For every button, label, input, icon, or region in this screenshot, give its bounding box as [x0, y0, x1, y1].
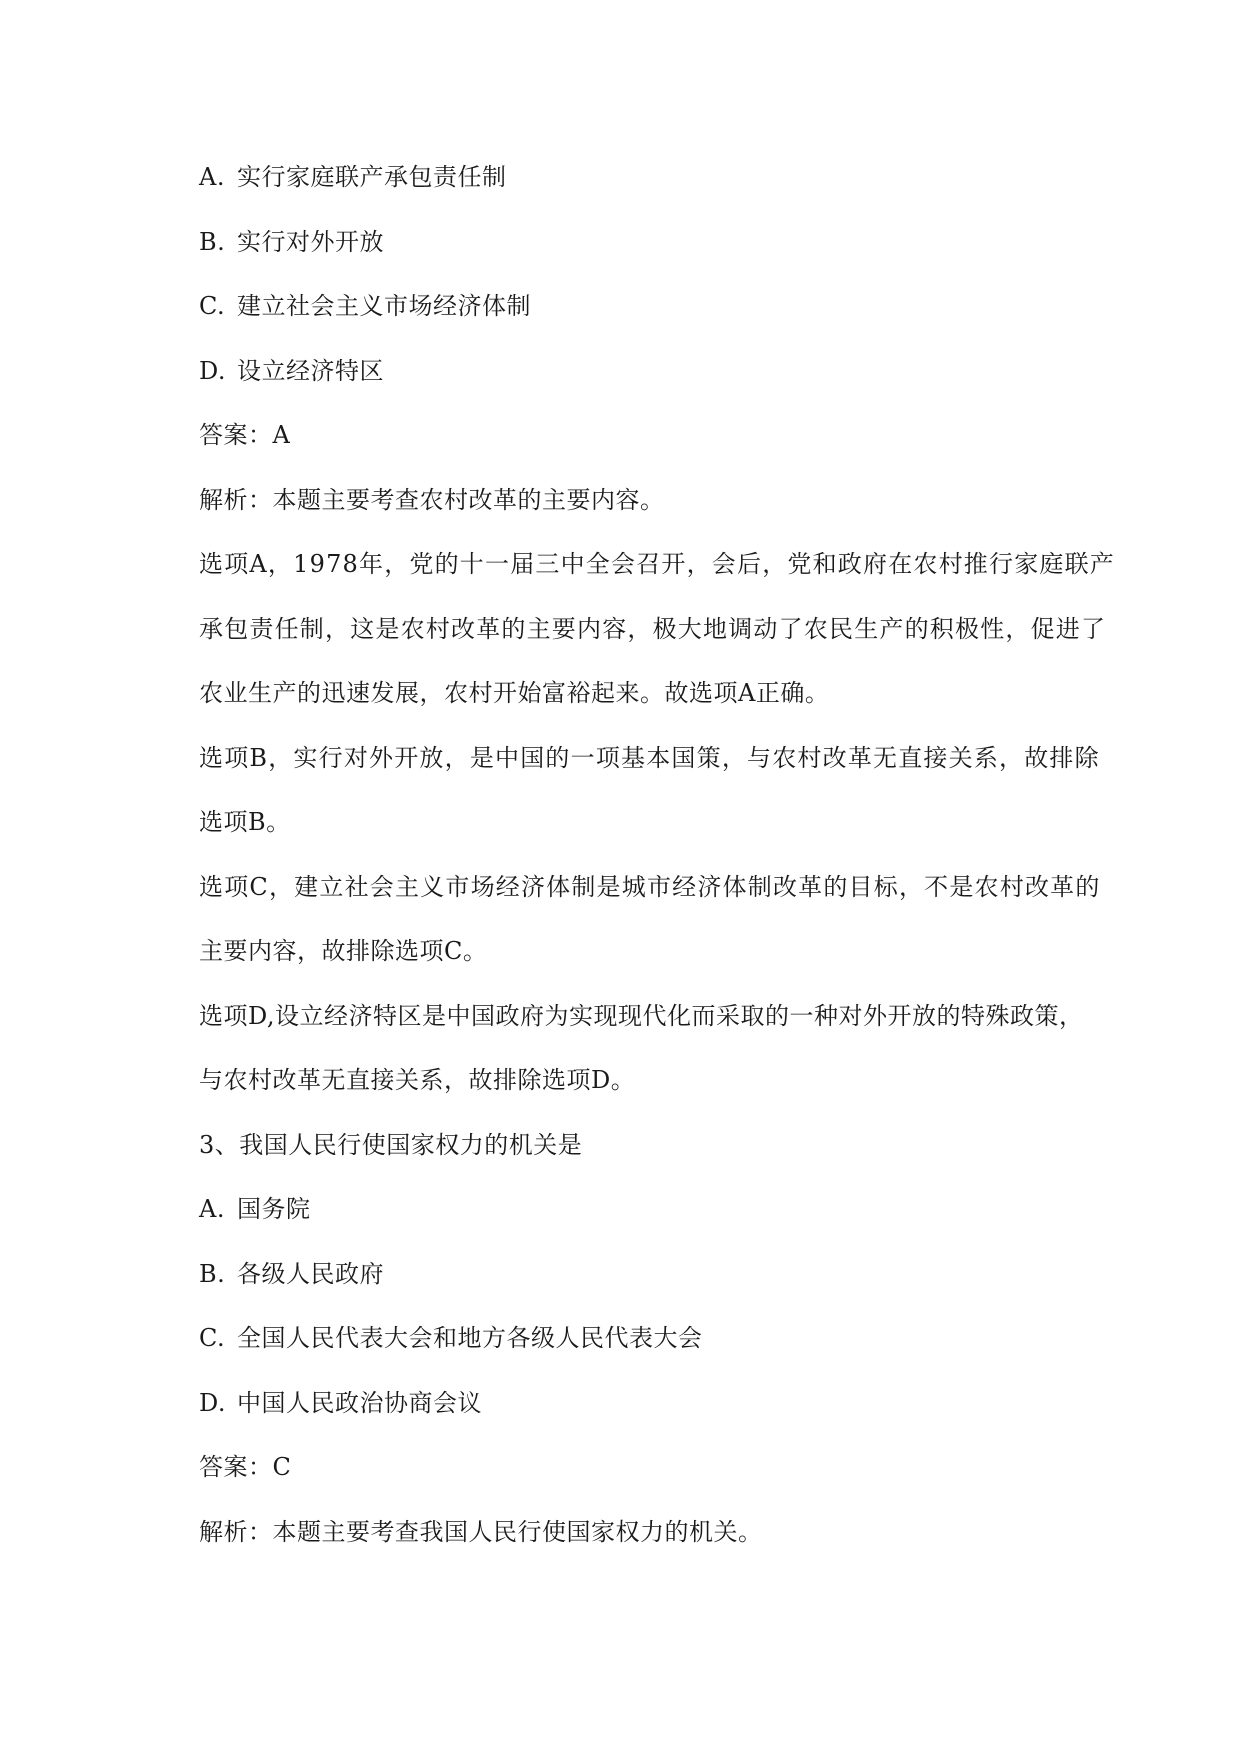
option-letter: B. [199, 1259, 226, 1288]
option-text: 实行家庭联产承包责任制 [237, 163, 507, 191]
q3-option-a [199, 1177, 1079, 1242]
option-text: 实行对外开放 [237, 227, 384, 256]
q2-option-d [199, 339, 1079, 404]
q2-explain-a-line-3: 农业生产的迅速发展，农村开始富裕起来。故选项A正确。 [199, 679, 830, 707]
q2-option-b [199, 210, 1079, 275]
option-text: 建立社会主义市场经济体制 [237, 292, 531, 320]
option-letter: D. [199, 1388, 227, 1417]
option-letter: D. [199, 356, 227, 385]
option-text: 各级人民政府 [237, 1259, 384, 1288]
option-text: 全国人民代表大会和地方各级人民代表大会 [237, 1324, 703, 1352]
q3-option-d [199, 1371, 1079, 1436]
q2-option-a [199, 145, 1079, 210]
q3-option-b [199, 1242, 1079, 1307]
q3-analysis-intro: 解析：本题主要考查我国人民行使国家权力的机关。 [199, 1517, 763, 1546]
q2-explain-c-line-1: 选项C，建立社会主义市场经济体制是城市经济体制改革的目标，不是农村改革的 [199, 872, 1101, 901]
q3-question: 3、我国人民行使国家权力的机关是 [199, 1130, 583, 1159]
q2-explain-a-line-1: 选项A，1978年，党的十一届三中全会召开，会后，党和政府在农村推行家庭联产 [199, 550, 1116, 578]
q2-analysis-intro: 解析：本题主要考查农村改革的主要内容。 [199, 485, 665, 514]
option-text: 国务院 [237, 1195, 311, 1223]
q2-answer: 答案：A [199, 421, 291, 449]
q2-option-c [199, 274, 1079, 339]
q3-option-c [199, 1306, 1079, 1371]
option-letter: A. [199, 163, 225, 191]
option-letter: C. [199, 292, 226, 320]
q2-explain-b-line-2: 选项B。 [199, 808, 291, 836]
document-body [199, 145, 1116, 1564]
q2-explain-d-line-1: 选项D,设立经济特区是中国政府为实现现代化而采取的一种对外开放的特殊政策， [199, 1001, 1084, 1030]
option-text: 设立经济特区 [237, 356, 384, 385]
q3-answer: 答案：C [199, 1453, 292, 1481]
option-text: 中国人民政治协商会议 [237, 1388, 482, 1417]
q2-explain-a-line-2: 承包责任制，这是农村改革的主要内容，极大地调动了农民生产的积极性，促进了 [199, 614, 1107, 643]
option-letter: A. [199, 1195, 225, 1223]
q2-explain-c-line-2: 主要内容，故排除选项C。 [199, 937, 488, 965]
q2-explain-b-line-1: 选项B，实行对外开放，是中国的一项基本国策，与农村改革无直接关系，故排除 [199, 743, 1100, 772]
q2-explain-d-line-2: 与农村改革无直接关系，故排除选项D。 [199, 1066, 636, 1094]
option-letter: C. [199, 1324, 226, 1352]
option-letter: B. [199, 227, 226, 256]
